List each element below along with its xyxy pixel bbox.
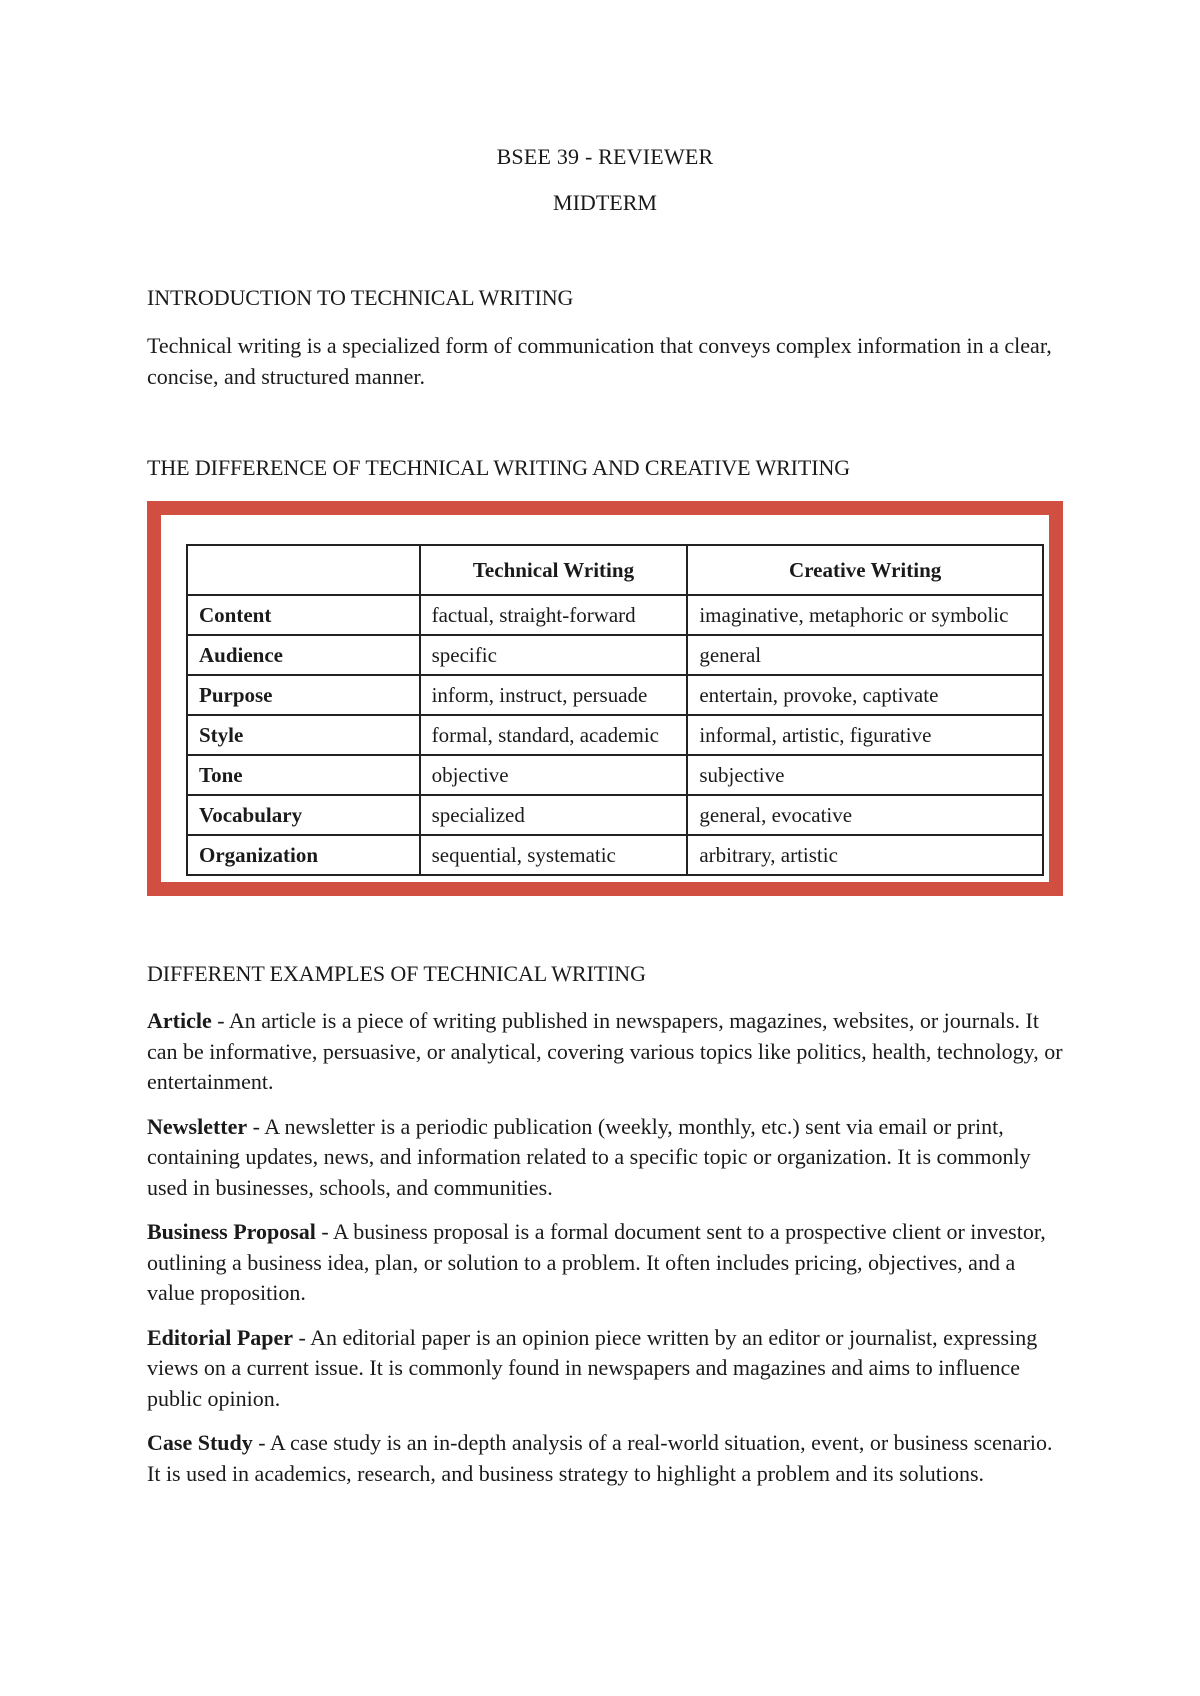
table-row	[187, 715, 1043, 755]
example-business-proposal	[147, 1217, 1063, 1309]
example-article	[147, 1006, 1063, 1098]
difference-heading: THE DIFFERENCE OF TECHNICAL WRITING AND CREATIVE WRITING	[147, 455, 851, 480]
document-title: BSEE 39 - REVIEWER	[496, 144, 714, 169]
row-label: Style	[187, 715, 420, 755]
table-row	[187, 795, 1043, 835]
example-definition: - An article is a piece of writing published in newspapers, magazines, websites, or journals. It can be informative, persuasive, or analytical, covering various topics like politics, health, technology, or entertainment.	[147, 1008, 1063, 1094]
example-term: Case Study	[147, 1430, 253, 1455]
comparison-table-frame	[147, 501, 1063, 896]
row-label: Organization	[187, 835, 420, 875]
technical-cell: sequential, systematic	[420, 835, 688, 875]
creative-cell: general	[687, 635, 1043, 675]
creative-cell: subjective	[687, 755, 1043, 795]
document-subtitle: MIDTERM	[553, 190, 657, 215]
example-definition: - An editorial paper is an opinion piece written by an editor or journalist, expressing views on a current issue. It is commonly found in newspapers and magazines and aims to influence public opinion.	[147, 1324, 1038, 1411]
creative-cell: arbitrary, artistic	[687, 835, 1043, 875]
technical-cell: formal, standard, academic	[420, 715, 688, 755]
creative-cell: general, evocative	[687, 795, 1043, 835]
example-term: Article	[147, 1008, 212, 1033]
table-header-technical: Technical Writing	[420, 545, 688, 595]
table-row	[187, 635, 1043, 675]
row-label: Audience	[187, 635, 420, 675]
row-label: Tone	[187, 755, 420, 795]
technical-cell: specific	[420, 635, 688, 675]
example-definition: - A newsletter is a periodic publication (weekly, monthly, etc.) sent via email or print, containing updates, news, and information related to a specific topic or organization. It is commonly used in businesses, schools, and communities.	[147, 1113, 1031, 1200]
example-definition: - A business proposal is a formal document sent to a prospective client or investor, outlining a business idea, plan, or solution to a problem. It often includes pricing, objectives, and a value proposition.	[147, 1219, 1046, 1305]
examples-heading: DIFFERENT EXAMPLES OF TECHNICAL WRITING	[147, 961, 646, 986]
row-label: Purpose	[187, 675, 420, 715]
technical-cell: specialized	[420, 795, 688, 835]
intro-paragraph: Technical writing is a specialized form of communication that conveys complex information in a clear, concise, and structured manner.	[147, 333, 1052, 389]
row-label: Vocabulary	[187, 795, 420, 835]
table-row	[187, 595, 1043, 635]
table-header-empty	[187, 545, 420, 595]
intro-heading: INTRODUCTION TO TECHNICAL WRITING	[147, 285, 574, 310]
examples-list	[147, 1006, 1063, 1503]
table-row	[187, 675, 1043, 715]
example-term: Business Proposal	[147, 1219, 316, 1244]
technical-cell: objective	[420, 755, 688, 795]
creative-cell: informal, artistic, figurative	[687, 715, 1043, 755]
example-term: Editorial Paper	[147, 1324, 294, 1350]
comparison-table	[186, 544, 1044, 876]
technical-cell: inform, instruct, persuade	[420, 675, 688, 715]
example-case-study	[147, 1428, 1063, 1489]
comparison-table-panel	[161, 515, 1049, 882]
example-definition: - A case study is an in-depth analysis of a real-world situation, event, or business scenario. It is used in academics, research, and business strategy to highlight a problem and its solutions.	[147, 1430, 1053, 1486]
row-label: Content	[187, 595, 420, 635]
table-header-row	[187, 545, 1043, 595]
creative-cell: imaginative, metaphoric or symbolic	[687, 595, 1043, 635]
example-term: Newsletter	[147, 1113, 248, 1139]
example-editorial-paper	[147, 1323, 1063, 1415]
table-header-creative: Creative Writing	[687, 545, 1043, 595]
technical-cell: factual, straight-forward	[420, 595, 688, 635]
creative-cell: entertain, provoke, captivate	[687, 675, 1043, 715]
table-row	[187, 835, 1043, 875]
table-row	[187, 755, 1043, 795]
example-newsletter	[147, 1112, 1063, 1204]
